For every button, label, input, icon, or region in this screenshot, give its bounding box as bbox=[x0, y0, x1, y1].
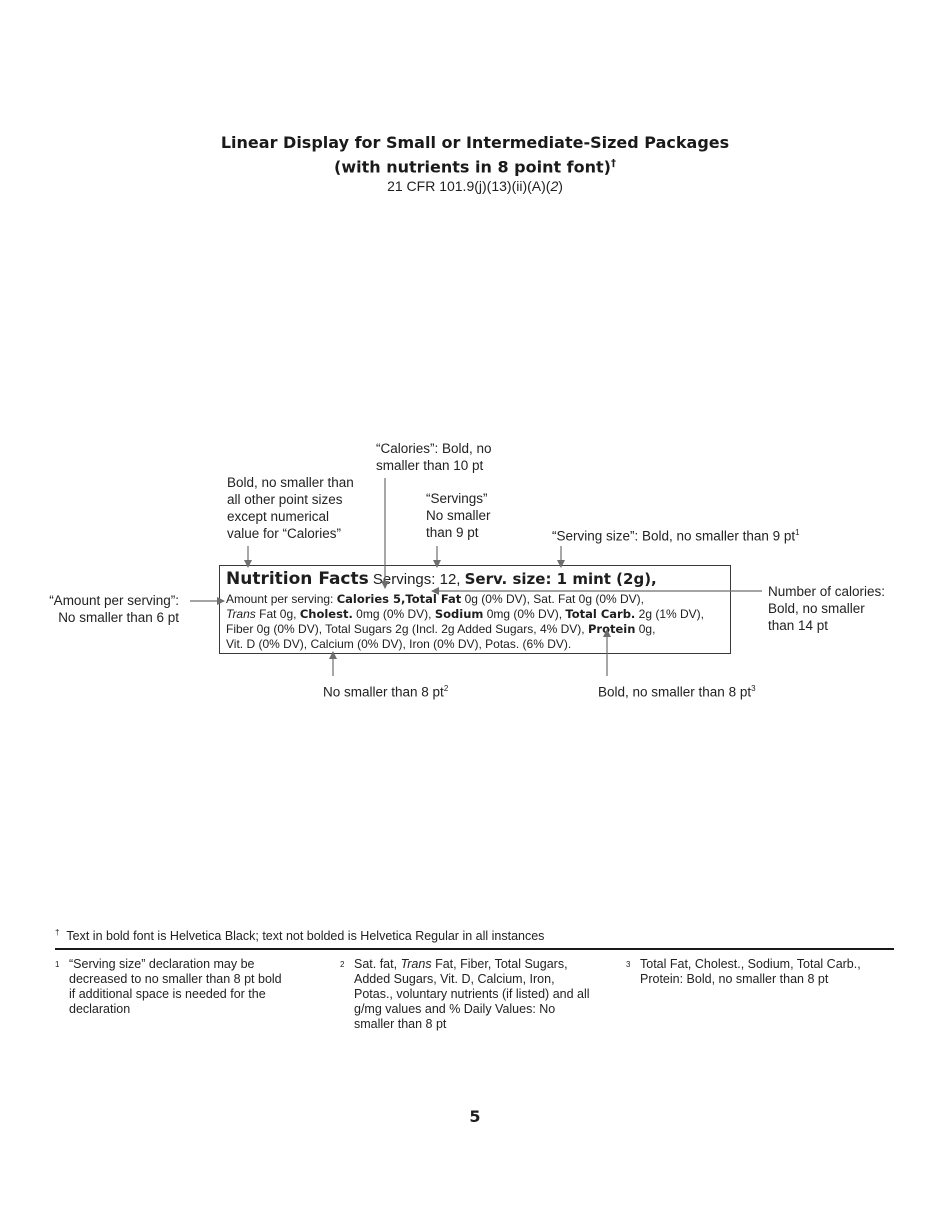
servings-text: Servings: 12, bbox=[368, 571, 465, 588]
dagger-mark: † bbox=[610, 158, 616, 169]
calories-value: 5, bbox=[389, 592, 406, 606]
footnote-1: 1 “Serving size” declaration may be decreased to no smaller than 8 pt bold if additional space is needed for the declaration bbox=[55, 957, 282, 1016]
page-number: 5 bbox=[469, 1107, 481, 1126]
serving-size-text: Serv. size: 1 mint (2g), bbox=[464, 570, 657, 588]
label-line-2: Amount per serving: Calories 5,Total Fat 0g (0% DV), Sat. Fat 0g (0% DV), bbox=[226, 592, 645, 606]
footnote-divider bbox=[55, 948, 894, 950]
footnote-2: 2 Sat. fat, Trans Fat, Fiber, Total Sugars, Added Sugars, Vit. D, Calcium, Iron, Potas., voluntary nutrients (if listed) and all g/mg values and % Daily Values: No smaller than 8 pt bbox=[340, 957, 590, 1031]
serving-size-annotation: “Serving size”: Bold, no smaller than 9 $pt^1$ bbox=[552, 528, 800, 544]
number-of-calories-annotation: Number of calories: Bold, no smaller than 14 pt bbox=[768, 584, 886, 633]
servings-annotation: “Servings” No smaller than 9 pt bbox=[426, 491, 491, 540]
amount-per-serving-annotation: “Amount per serving”: No smaller than 6 pt bbox=[49, 593, 179, 625]
bold-annotation: Bold, no smaller than all other point sizes except numerical value for “Calories” bbox=[227, 475, 354, 541]
label-line-3: Trans Fat 0g, Cholest. 0mg (0% DV), Sodium 0mg (0% DV), Total Carb. 2g (1% DV), bbox=[226, 607, 705, 621]
page-title: Linear Display for Small or Intermediate-Sized Packages bbox=[220, 133, 730, 152]
footnote-3: 3 Total Fat, Cholest., Sodium, Total Carb., Protein: Bold, no smaller than 8 pt bbox=[626, 957, 861, 986]
nutrition-facts-heading: Nutrition Facts bbox=[226, 569, 369, 589]
min-font-annotation: No smaller than 8 $pt^2$ bbox=[323, 684, 449, 700]
dagger-footnote: † Text in bold font is Helvetica Black; text not bolded is Helvetica Regular in all instances bbox=[55, 928, 545, 944]
cfr-citation: 21 CFR 101.9(j)(13)(ii)(A)(2) bbox=[387, 178, 563, 195]
page-subtitle: (with nutrients in 8 point font)† bbox=[334, 157, 616, 177]
bold-min-font-annotation: Bold, no smaller than 8 $pt^3$ bbox=[598, 684, 756, 700]
calories-text: Calories bbox=[336, 592, 390, 606]
calories-annotation: “Calories”: Bold, no smaller than 10 pt bbox=[376, 441, 492, 473]
label-line-5: Vit. D (0% DV), Calcium (0% DV), Iron (0% DV), Potas. (6% DV). bbox=[226, 637, 572, 651]
label-line-4: Fiber 0g (0% DV), Total Sugars 2g (Incl. 2g Added Sugars, 4% DV), Protein 0g, bbox=[226, 622, 656, 636]
